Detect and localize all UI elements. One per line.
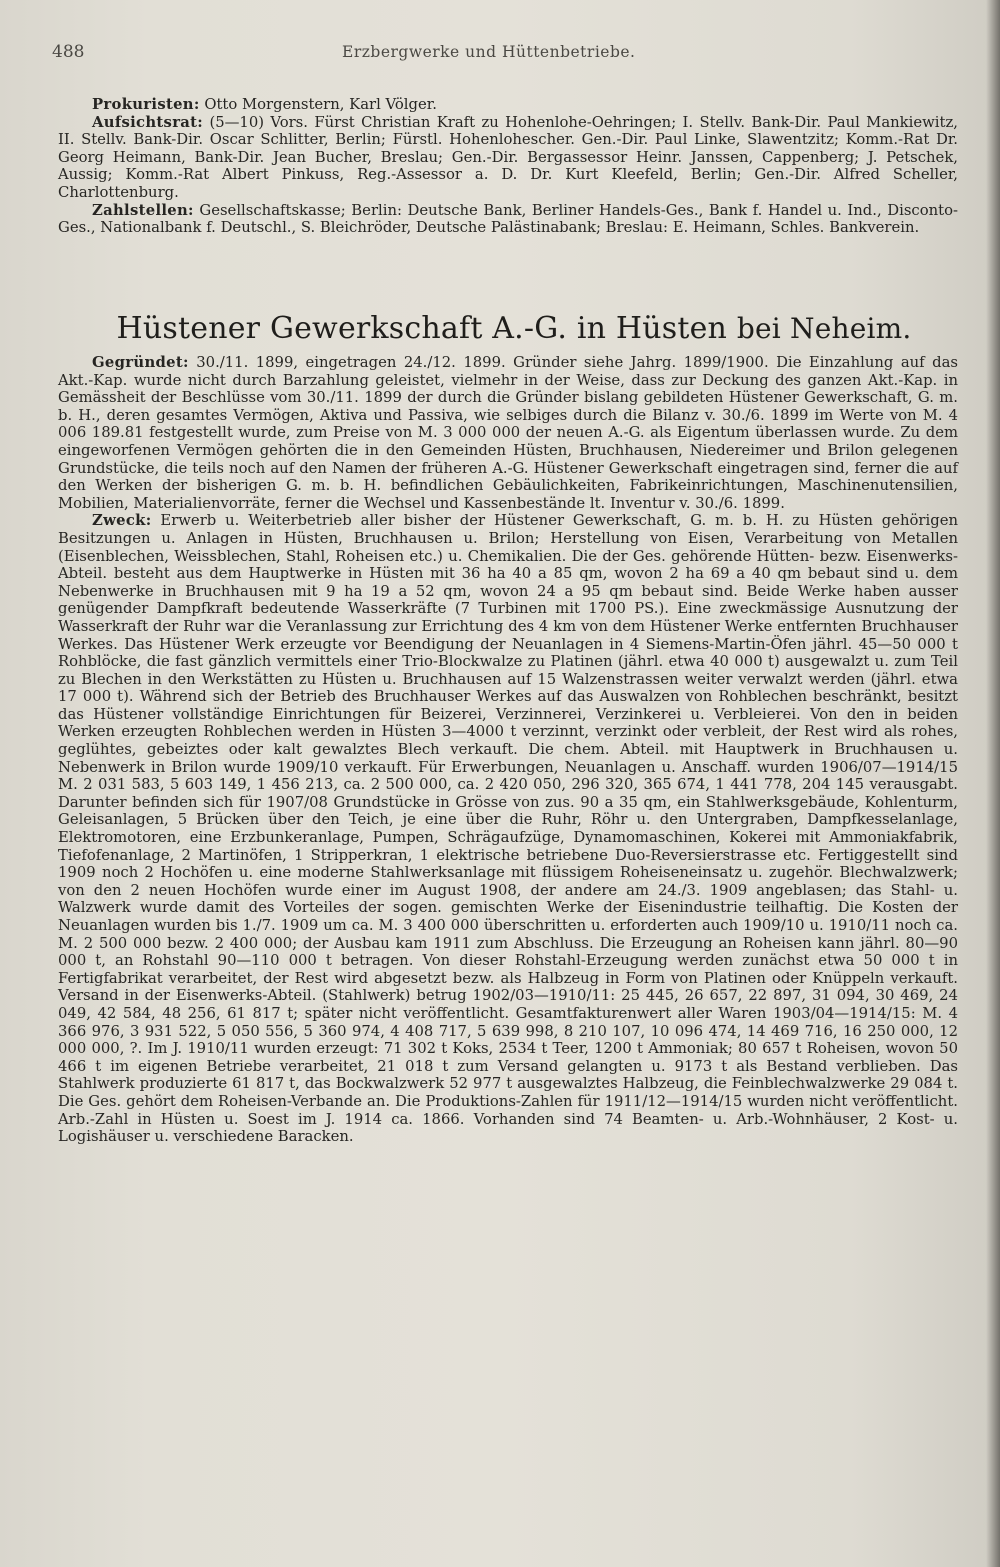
running-head: Erzbergwerke und Hüttenbetriebe. [342, 43, 636, 61]
page-edge-shadow [986, 0, 1000, 1567]
company-heading [84, 311, 944, 347]
company-entry-block [58, 354, 958, 1146]
company-heading-main: Hüstener Gewerkschaft A.-G. in Hüsten [116, 311, 728, 346]
prokuristen-label: Prokuristen: [92, 96, 200, 113]
zweck-label: Zweck: [92, 512, 152, 530]
page-header [52, 42, 952, 66]
gegruendet-text: 30./11. 1899, eingetragen 24./12. 1899. Gründer siehe Jahrg. 1899/1900. Die Einzahlung auf das Akt.-Kap. wurde nicht durch Barzahlung geleistet, vielmehr in der Weise, dass zur Deckung des ganzen Akt.-Kap. in Gemässheit der Beschlüsse vom 30./11. 1899 der durch die Gründer bislang gebildeten Hüstener Gewerkschaft, G. m. b. H., deren gesamtes Vermögen, Aktiva und Passiva, wie selbiges durch die Bilanz v. 30./6. 1899 im Werte von M. 4 006 189.81 festgestellt wurde, zum Preise von M. 3 000 000 der neuen A.-G. als Eigentum überlassen wurde. Zu dem eingeworfenen Vermögen gehörten die in den Gemeinden Hüsten, Bruchhausen, Niedereimer und Brilon gelegenen Grundstücke, die teils noch auf den Namen der früheren A.-G. Hüstener Gewerkschaft eingetragen sind, ferner die auf den Werken der bisherigen G. m. b. H. befindlichen Gebäulichkeiten, Fabrikeinrichtungen, Maschinenutensilien, Mobilien, Materialienvorräte, ferner die Wechsel und Kassenbestände lt. Inventur v. 30./6. 1899. [58, 354, 958, 512]
aufsichtsrat-paragraph [58, 114, 958, 202]
company-heading-location: bei Neheim. [736, 312, 912, 345]
zahlstellen-text: Gesellschaftskasse; Berlin: Deutsche Bank, Berliner Handels-Ges., Bank f. Handel u. Ind., Disconto-Ges., Nationalbank f. Deutschl., S. Bleichröder, Deutsche Palästinabank; Breslau: E. Heimann, Schles. Bankverein. [58, 201, 958, 237]
prokuristen-paragraph [58, 96, 958, 114]
zahlstellen-label: Zahlstellen: [92, 201, 194, 219]
aufsichtsrat-text: (5—10) Vors. Fürst Christian Kraft zu Hohenlohe-Oehringen; I. Stellv. Bank-Dir. Paul Mankiewitz, II. Stellv. Bank-Dir. Oscar Schlitter, Berlin; Fürstl. Hohenlohescher. Gen.-Dir. Paul Linke, Slawentzitz; Komm.-Rat Dr. Georg Heimann, Bank-Dir. Jean Bucher, Breslau; Gen.-Dir. Bergassessor Heinr. Janssen, Cappenberg; J. Petschek, Aussig; Komm.-Rat Albert Pinkuss, Reg.-Assessor a. D. Dr. Kurt Kleefeld, Berlin; Gen.-Dir. Alfred Scheller, Charlottenburg. [58, 113, 958, 201]
zweck-text: Erwerb u. Weiterbetrieb aller bisher der Hüstener Gewerkschaft, G. m. b. H. zu Hüsten gehörigen Besitzungen u. Anlagen in Hüsten, Bruchhausen u. Brilon; Herstellung von Eisen, Verarbeitung von Metallen (Eisenblechen, Weissblechen, Stahl, Roheisen etc.) u. Chemikalien. Die der Ges. gehörende Hütten- bezw. Eisenwerks-Abteil. besteht aus dem Hauptwerke in Hüsten mit 36 ha 40 a 85 qm, wovon 2 ha 69 a 40 qm bebaut sind u. dem Nebenwerke in Bruchhausen mit 9 ha 19 a 52 qm, wovon 24 a 95 qm bebaut sind. Beide Werke haben ausser genügender Dampfkraft bedeutende Wasserkräfte (7 Turbinen mit 1700 PS.). Eine zweckmässige Ausnutzung der Wasserkraft der Ruhr war die Veranlassung zur Errichtung des 4 km von dem Hüstener Werke entfernten Bruchhauser Werkes. Das Hüstener Werk erzeugte vor Beendigung der Neuanlagen in 4 Siemens-Martin-Öfen jährl. 45—50 000 t Rohblöcke, die fast gänzlich vermittels einer Trio-Blockwalze zu Platinen (jährl. etwa 40 000 t) ausgewalzt u. zum Teil zu Blechen in den Werkstätten zu Hüsten u. Bruchhausen auf 15 Walzenstrassen weiter verwalzt werden (jährl. etwa 17 000 t). Während sich der Betrieb des Bruchhauser Werkes auf das Auswalzen von Rohblechen beschränkt, besitzt das Hüstener vollständige Einrichtungen für Beizerei, Verzinnerei, Verzinkerei u. Verbleierei. Von den in beiden Werken erzeugten Rohblechen werden in Hüsten 3—4000 t verzinnt, verzinkt oder verbleit, der Rest wird als rohes, geglühtes, gebeiztes oder kalt gewalztes Blech verkauft. Die chem. Abteil. mit Hauptwerk in Bruchhausen u. Nebenwerk in Brilon wurde 1909/10 verkauft. Für Erwerbungen, Neuanlagen u. Anschaff. wurden 1906/07—1914/15 M. 2 031 583, 5 603 149, 1 456 213, ca. 2 500 000, ca. 2 420 050, 296 320, 365 674, 1 441 778, 204 145 verausgabt. Darunter befinden sich für 1907/08 Grundstücke in Grösse von zus. 90 a 35 qm, ein Stahlwerksgebäude, Kohlenturm, Geleisanlagen, 5 Brücken über den Teich, je eine über die Ruhr, Röhr u. den Untergraben, Dampfkesselanlage, Elektromotoren, eine Erzbunkeranlage, Pumpen, Schrägaufzüge, Dynamomaschinen, Kokerei mit Ammoniakfabrik, Tiefofenanlage, 2 Martinöfen, 1 Stripperkran, 1 elektrische betriebene Duo-Reversierstrasse etc. Fertiggestellt sind 1909 noch 2 Hochöfen u. eine moderne Stahlwerksanlage mit flüssigem Roheiseneinsatz u. zugehör. Blechwalzwerk; von den 2 neuen Hochöfen wurde einer im August 1908, der andere am 24./3. 1909 angeblasen; das Stahl- u. Walzwerk wurde damit des Vorteiles der sogen. gemischten Werke der Eisenindustrie teilhaftig. Die Kosten der Neuanlagen wurden bis 1./7. 1909 um ca. M. 3 400 000 überschritten u. erforderten auch 1909/10 u. 1910/11 noch ca. M. 2 500 000 bezw. 2 400 000; der Ausbau kam 1911 zum Abschluss. Die Erzeugung an Roheisen kann jährl. 80—90 000 t, an Rohstahl 90—110 000 t betragen. Von dieser Rohstahl-Erzeugung werden zunächst etwa 50 000 t in Fertigfabrikat verarbeitet, der Rest wird abgesetzt bezw. als Halbzeug in Form von Platinen oder Knüppeln verkauft. Versand in der Eisenwerks-Abteil. (Stahlwerk) betrug 1902/03—1910/11: 25 445, 26 657, 22 897, 31 094, 30 469, 24 049, 42 584, 48 256, 61 817 t; später nicht veröffentlicht. Gesamtfakturenwert aller Waren 1903/04—1914/15: M. 4 366 976, 3 931 522, 5 050 556, 5 360 974, 4 408 717, 5 639 998, 8 210 107, 10 096 474, 14 469 716, 16 250 000, 12 000 000, ?. Im J. 1910/11 wurden erzeugt: 71 302 t Koks, 2534 t Teer, 1200 t Ammoniak; 80 657 t Roheisen, wovon 50 466 t im eigenen Betriebe verarbeitet, 21 018 t zum Versand gelangten u. 9173 t als Bestand verblieben. Das Stahlwerk produzierte 61 817 t, das Bockwalzwerk 52 977 t ausgewalztes Halbzeug, die Feinblechwalzwerke 29 084 t. Die Ges. gehört dem Roheisen-Verbande an. Die Produktions-Zahlen für 1911/12—1914/15 wurden nicht veröffentlicht. Arb.-Zahl in Hüsten u. Soest im J. 1914 ca. 1866. Vorhanden sind 74 Beamten- u. Arb.-Wohnhäuser, 2 Kost- u. Logishäuser u. verschiedene Baracken. [58, 512, 958, 1146]
gegruendet-paragraph [58, 354, 958, 512]
gegruendet-label: Gegründet: [92, 354, 189, 371]
zahlstellen-paragraph [58, 202, 958, 237]
page-number: 488 [52, 42, 85, 62]
aufsichtsrat-label: Aufsichtsrat: [92, 113, 204, 131]
previous-entry-block [58, 96, 958, 237]
zweck-paragraph [58, 512, 958, 1145]
prokuristen-text: Otto Morgenstern, Karl Völger. [204, 96, 437, 113]
